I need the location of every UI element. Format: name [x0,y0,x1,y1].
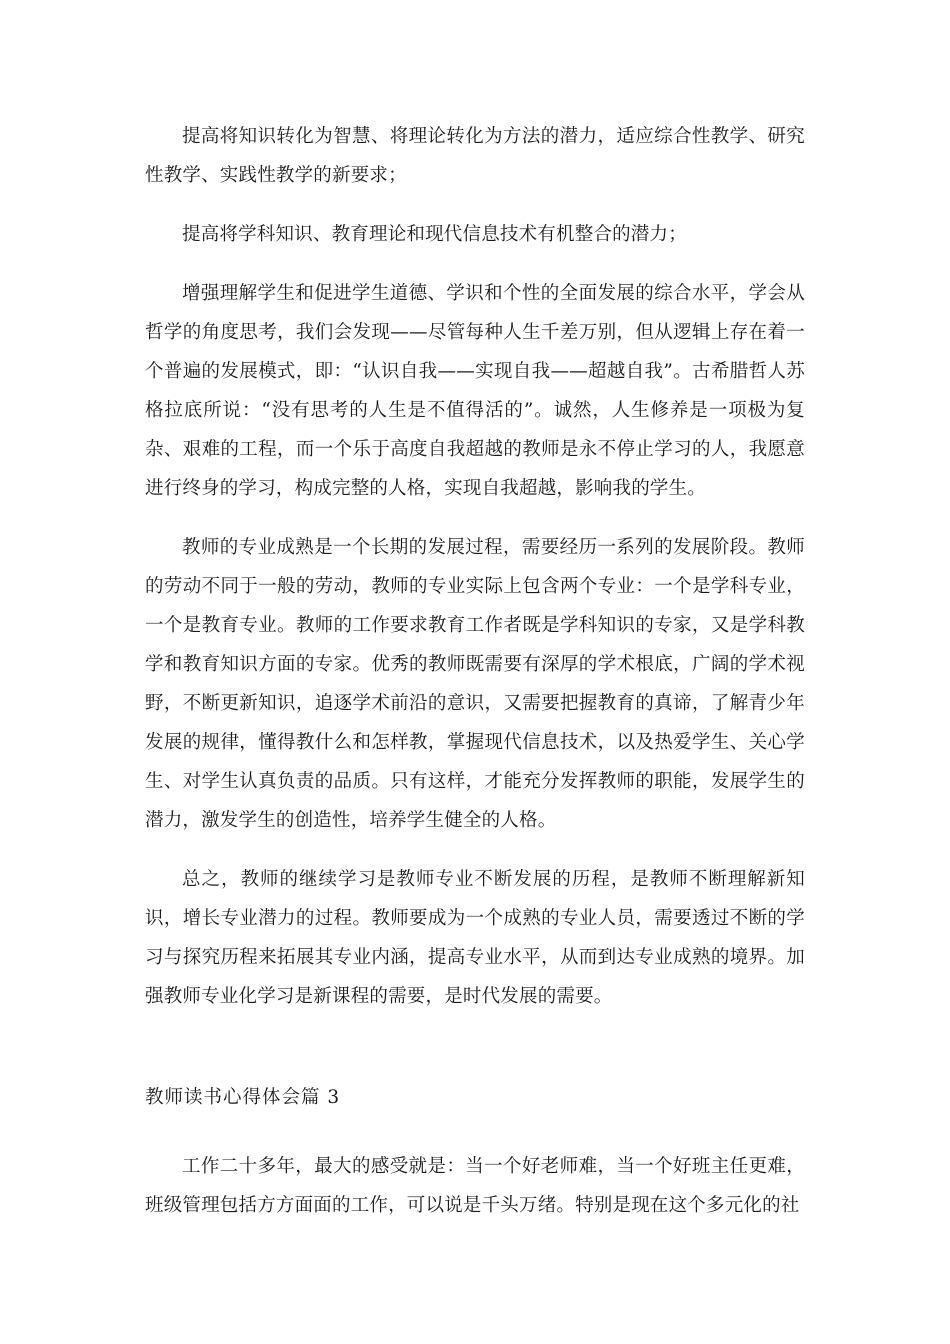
section-heading: 教师读书心得体会篇 3 [145,1087,341,1108]
paragraph-integration: 提高将学科知识、教育理论和现代信息技术有机整合的潜力； [182,224,687,245]
paragraph-conclusion: 总之，教师的继续学习是教师专业不断发展的历程，是教师不断理解新知识，增长专业潜力的过程。教师要成为一个成熟的专业人员，需要透过不断的学习与探究历程来拓展其专业内涵，提高专业水平，从而到达专业成熟的境界。加强教师专业化学习是新课程的需要，是时代发展的需要。 [145,869,805,1007]
document-body [145,117,805,1245]
paragraph-section-3-intro: 工作二十多年，最大的感受就是：当一个好老师难，当一个好班主任更难，班级管理包括方方面面的工作，可以说是千头万绪。特别是现在这个多元化的社 [145,1156,805,1216]
paragraph-knowledge-transformation: 提高将知识转化为智慧、将理论转化为方法的潜力，适应综合性教学、研究性教学、实践性教学的新要求； [145,126,805,186]
paragraph-professional-maturity: 教师的专业成熟是一个长期的发展过程，需要经历一系列的发展阶段。教师的劳动不同于一般的劳动，教师的专业实际上包含两个专业：一个是学科专业，一个是教育专业。教师的工作要求教育工作者既是学科知识的专家，又是学科教学和教育知识方面的专家。优秀的教师既需要有深厚的学术根底，广阔的学术视野，不断更新知识，追逐学术前沿的意识，又需要把握教育的真谛，了解青少年发展的规律，懂得教什么和怎样教，掌握现代信息技术，以及热爱学生、关心学生、对学生认真负责的品质。只有这样，才能充分发挥教师的职能，发展学生的潜力，激发学生的创造性，培养学生健全的人格。 [145,537,805,831]
paragraph-self-development: 增强理解学生和促进学生道德、学识和个性的全面发展的综合水平，学会从哲学的角度思考，我们会发现——尽管每种人生千差万别，但从逻辑上存在着一个普遍的发展模式，即：“认识自我——实现自我——超越自我”。古希腊哲人苏格拉底所说：“没有思考的人生是不值得活的”。诚然，人生修养是一项极为复杂、艰难的工程，而一个乐于高度自我超越的教师是永不停止学习的人，我愿意进行终身的学习，构成完整的人格，实现自我超越，影响我的学生。 [145,283,805,499]
